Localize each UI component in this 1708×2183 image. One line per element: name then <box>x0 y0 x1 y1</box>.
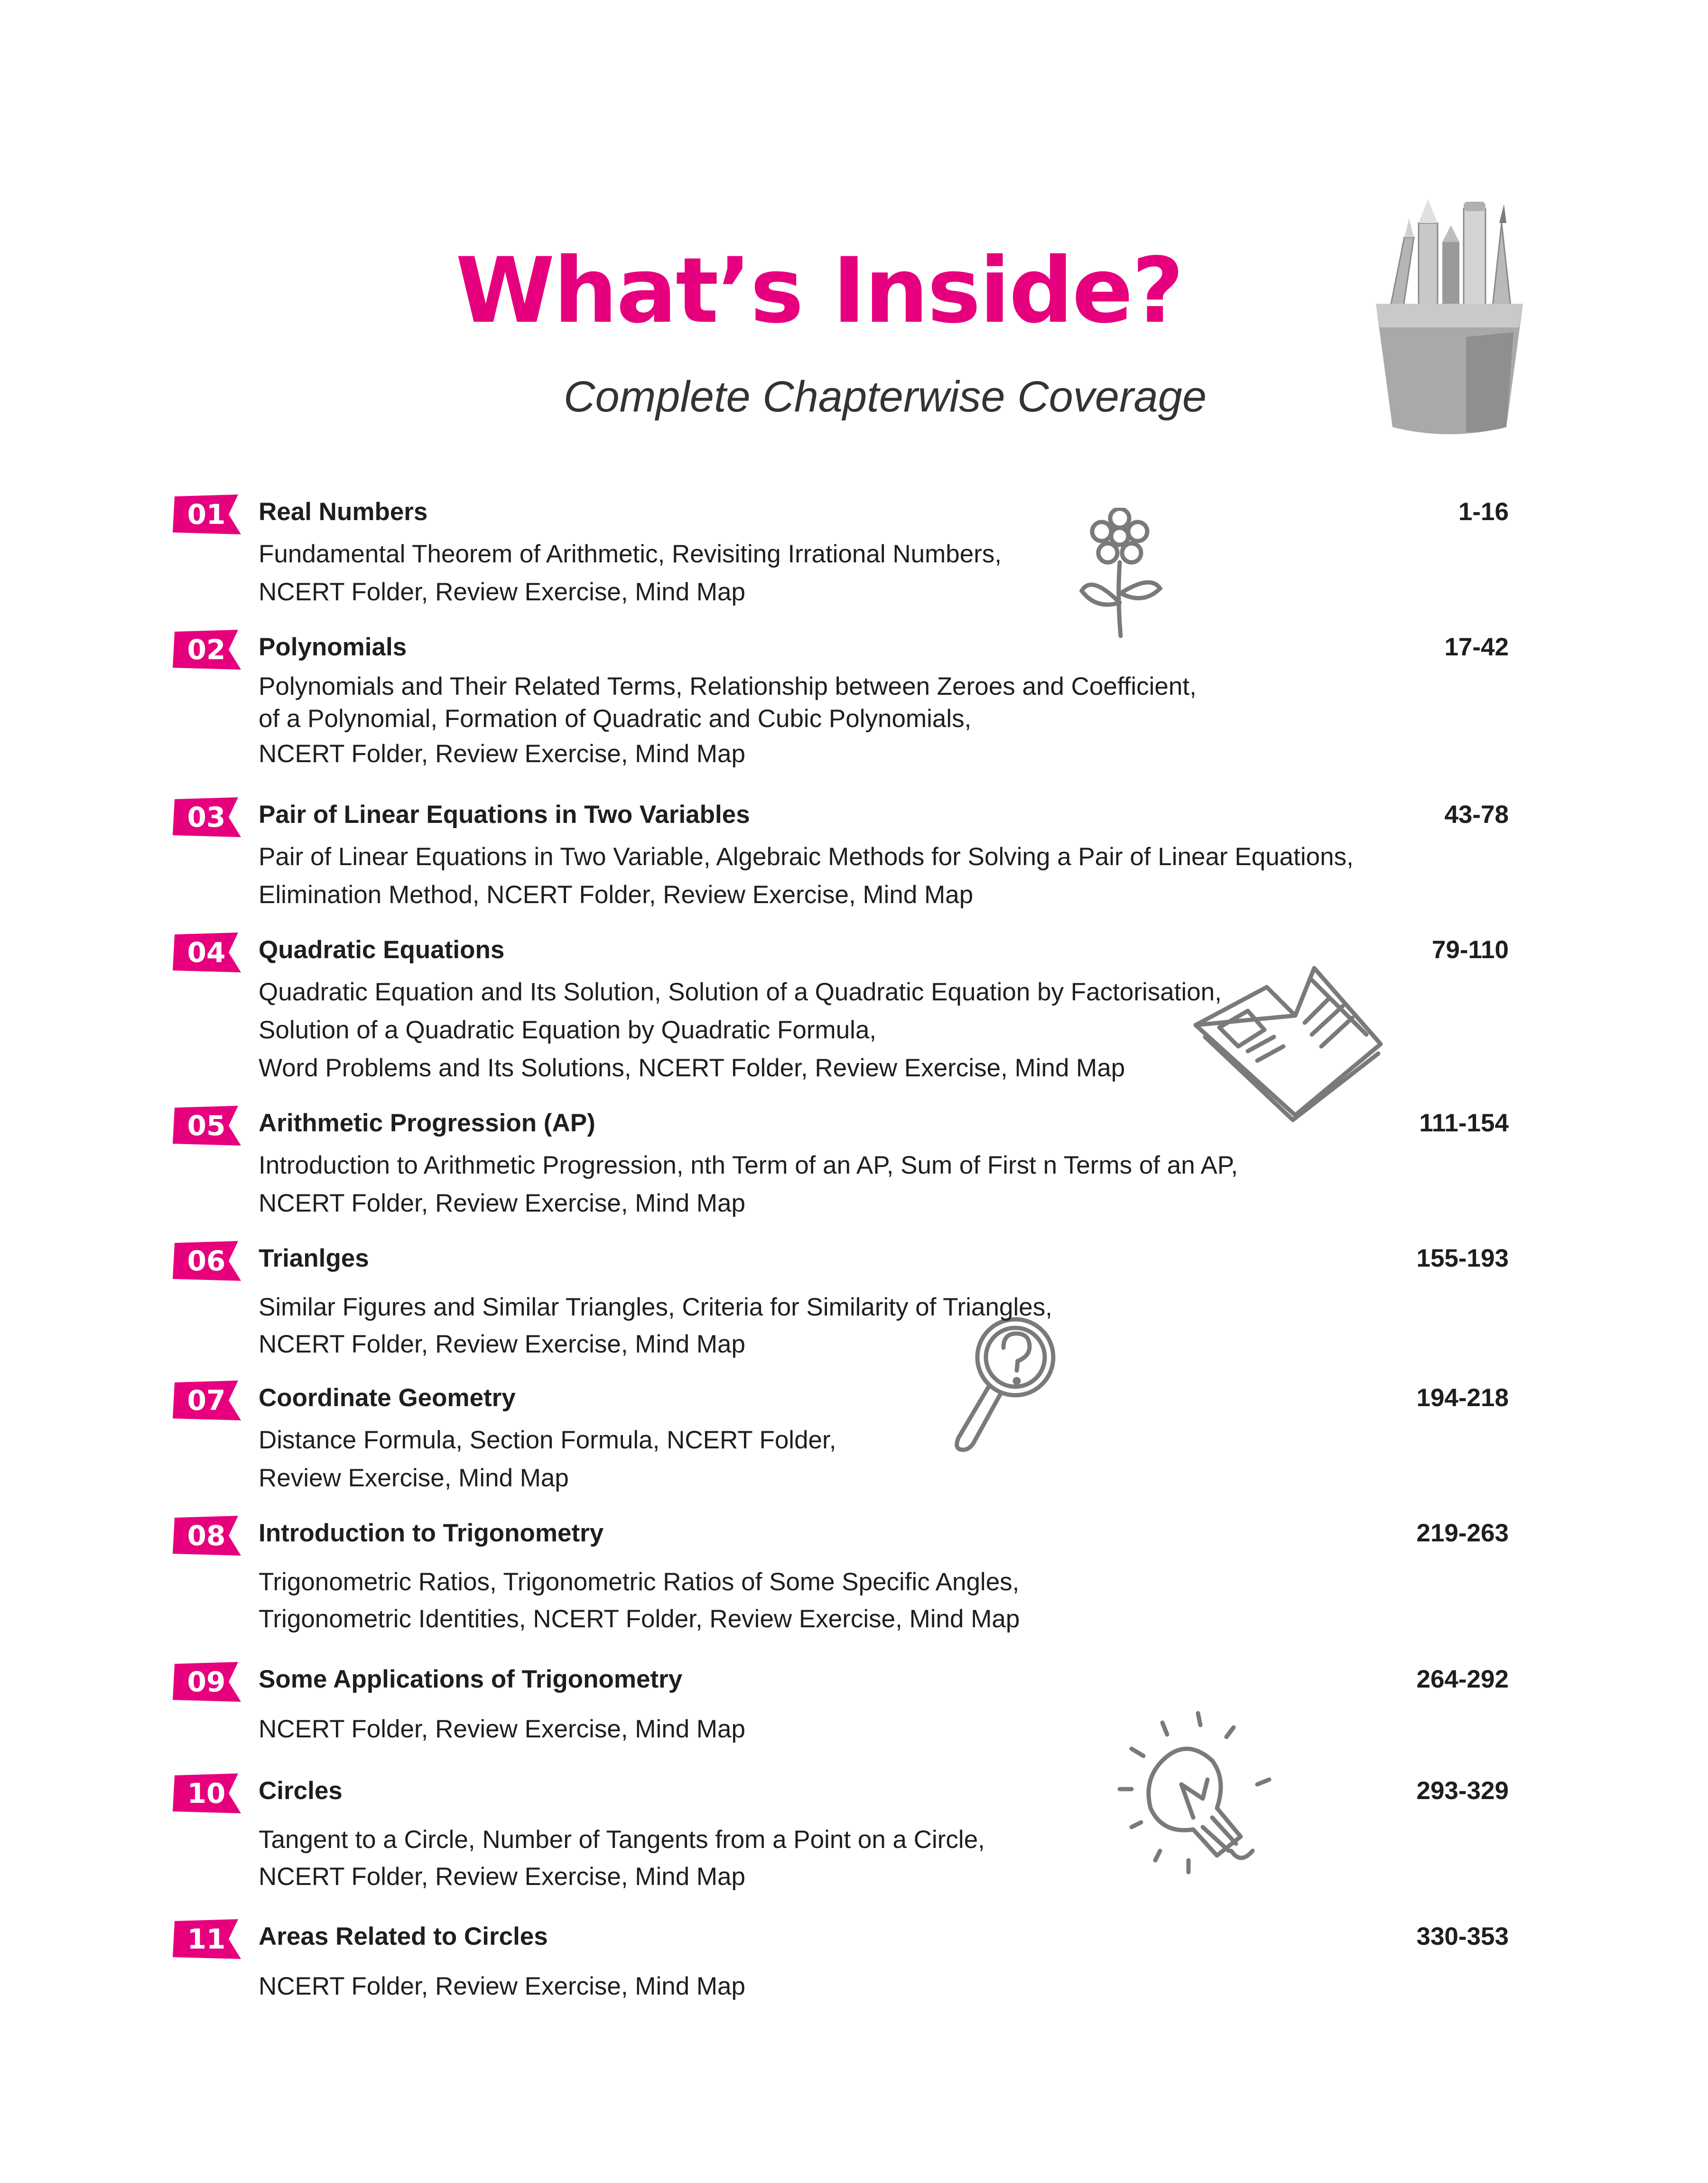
topic-line: Similar Figures and Similar Triangles, Criteria for Similarity of Triangles, <box>259 1293 1052 1321</box>
chapter-number-badge <box>171 630 242 670</box>
topic-line: Word Problems and Its Solutions, NCERT Folder, Review Exercise, Mind Map <box>259 1054 1125 1082</box>
page-subtitle: Complete Chapterwise Coverage <box>564 373 1207 421</box>
chapter-number: 03 <box>187 801 226 833</box>
chapter-entry[interactable] <box>0 936 1708 1082</box>
chapter-pages: 293-329 <box>1416 1777 1509 1805</box>
topic-line: NCERT Folder, Review Exercise, Mind Map <box>259 1330 745 1358</box>
topic-line: Polynomials and Their Related Terms, Relationship between Zeroes and Coefficient, <box>259 672 1197 700</box>
chapter-number: 07 <box>187 1384 226 1417</box>
chapter-topics <box>259 1822 1350 1896</box>
chapter-number-badge <box>171 1381 242 1420</box>
chapter-topics <box>259 1421 1350 1497</box>
chapter-pages: 330-353 <box>1416 1922 1509 1950</box>
chapter-topics <box>259 838 1354 914</box>
chapter-number: 02 <box>187 634 226 666</box>
chapter-topics <box>259 671 1350 773</box>
chapter-number: 06 <box>187 1245 226 1277</box>
chapter-pages: 43-78 <box>1444 801 1509 829</box>
chapter-number-badge <box>171 1773 242 1813</box>
chapter-number-badge <box>171 1106 242 1146</box>
chapter-number: 08 <box>187 1520 226 1552</box>
chapter-title: Arithmetic Progression (AP) <box>259 1109 595 1137</box>
chapter-title: Quadratic Equations <box>259 936 505 964</box>
chapter-entry[interactable] <box>0 1244 1708 1363</box>
chapter-entry[interactable] <box>0 1384 1708 1503</box>
chapter-title: Coordinate Geometry <box>259 1384 516 1412</box>
topic-line: NCERT Folder, Review Exercise, Mind Map <box>259 578 745 606</box>
topic-line: Trigonometric Identities, NCERT Folder, Review Exercise, Mind Map <box>259 1605 1020 1633</box>
chapter-pages: 111-154 <box>1419 1109 1509 1137</box>
chapter-pages: 1-16 <box>1458 498 1509 526</box>
chapter-topics <box>259 1147 1350 1222</box>
chapter-title: Some Applications of Trigonometry <box>259 1665 683 1693</box>
topic-line: Fundamental Theorem of Arithmetic, Revisiting Irrational Numbers, <box>259 540 1002 568</box>
chapter-entry[interactable] <box>0 1922 1708 2042</box>
chapter-title: Polynomials <box>259 633 407 661</box>
page-title: What’s Inside? <box>455 238 1183 343</box>
chapter-entry[interactable] <box>0 498 1708 617</box>
chapter-entry[interactable] <box>0 1519 1708 1638</box>
chapter-pages: 79-110 <box>1431 936 1509 964</box>
topic-line: Introduction to Arithmetic Progression, nth Term of an AP, Sum of First n Terms of an AP, <box>259 1151 1238 1179</box>
chapter-topics <box>259 535 1350 611</box>
chapter-title: Introduction to Trigonometry <box>259 1519 604 1547</box>
chapter-number: 05 <box>187 1110 226 1142</box>
chapter-pages: 194-218 <box>1416 1384 1509 1412</box>
chapter-pages: 219-263 <box>1416 1519 1509 1547</box>
chapter-entry[interactable] <box>0 1665 1708 1784</box>
chapter-number: 04 <box>187 936 226 969</box>
chapter-entry[interactable] <box>0 801 1708 920</box>
chapter-number: 01 <box>187 498 226 531</box>
topic-line: of a Polynomial, Formation of Quadratic and Cubic Polynomials, <box>259 705 972 733</box>
chapter-title: Real Numbers <box>259 498 428 526</box>
topic-line: Quadratic Equation and Its Solution, Solution of a Quadratic Equation by Factorisation, <box>259 978 1222 1006</box>
topic-line: Review Exercise, Mind Map <box>259 1464 569 1492</box>
topic-line: NCERT Folder, Review Exercise, Mind Map <box>259 1715 745 1743</box>
topic-line: Distance Formula, Section Formula, NCERT Folder, <box>259 1426 836 1454</box>
chapter-number-badge <box>171 1516 242 1556</box>
chapter-topics <box>259 1289 1350 1363</box>
chapter-number: 09 <box>187 1666 226 1698</box>
chapter-title: Pair of Linear Equations in Two Variables <box>259 801 750 829</box>
chapter-entry[interactable] <box>0 633 1708 768</box>
topic-line: NCERT Folder, Review Exercise, Mind Map <box>259 1972 745 2000</box>
chapter-number-badge <box>171 797 242 837</box>
topic-line: Elimination Method, NCERT Folder, Review Exercise, Mind Map <box>259 881 974 909</box>
chapter-title: Areas Related to Circles <box>259 1922 548 1950</box>
chapter-number-badge <box>171 1662 242 1702</box>
chapter-number-badge <box>171 1241 242 1281</box>
chapter-title: Circles <box>259 1777 343 1805</box>
topic-line: Pair of Linear Equations in Two Variable, Algebraic Methods for Solving a Pair of Linear Equations, <box>259 843 1354 871</box>
chapter-pages: 17-42 <box>1444 633 1509 661</box>
chapter-number: 11 <box>187 1923 226 1955</box>
topic-line: NCERT Folder, Review Exercise, Mind Map <box>259 740 745 768</box>
pencil-cup-icon <box>1371 190 1528 437</box>
topic-line: NCERT Folder, Review Exercise, Mind Map <box>259 1863 745 1891</box>
chapter-pages: 264-292 <box>1416 1665 1509 1693</box>
chapter-entry[interactable] <box>0 1777 1708 1896</box>
chapter-number-badge <box>171 933 242 972</box>
topic-line: NCERT Folder, Review Exercise, Mind Map <box>259 1189 745 1217</box>
topic-line: Solution of a Quadratic Equation by Quadratic Formula, <box>259 1016 877 1044</box>
chapter-entry[interactable] <box>0 1109 1708 1228</box>
chapter-pages: 155-193 <box>1416 1244 1509 1272</box>
topic-line: Trigonometric Ratios, Trigonometric Ratios of Some Specific Angles, <box>259 1568 1020 1596</box>
topic-line: Tangent to a Circle, Number of Tangents from a Point on a Circle, <box>259 1826 985 1854</box>
chapter-number: 10 <box>187 1777 226 1810</box>
chapter-number-badge <box>171 1919 242 1959</box>
chapter-topics <box>259 1968 1350 2006</box>
chapter-number-badge <box>171 494 242 534</box>
chapter-topics <box>259 973 1350 1087</box>
chapter-topics <box>259 1564 1350 1638</box>
chapter-topics <box>259 1710 1350 1748</box>
chapter-title: Trianlges <box>259 1244 369 1272</box>
